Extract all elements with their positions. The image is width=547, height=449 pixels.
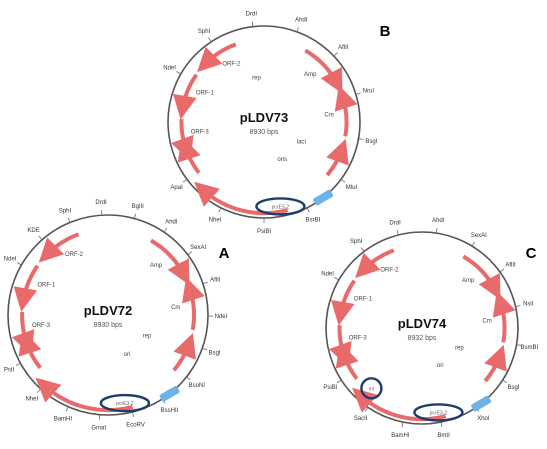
gene-arrow bbox=[501, 303, 505, 343]
panel-letter: A bbox=[218, 245, 230, 262]
gene-label: Cm bbox=[171, 305, 181, 312]
gene-label: rep bbox=[142, 333, 152, 340]
gene-label: ORF-2 bbox=[222, 61, 241, 68]
site-tick bbox=[341, 179, 345, 182]
restriction-site-label: AhdI bbox=[295, 17, 308, 24]
restriction-site-label: NdeI bbox=[3, 256, 17, 263]
map-b bbox=[163, 12, 390, 235]
site-tick bbox=[177, 72, 181, 75]
gene-label: lacI bbox=[296, 139, 307, 146]
restriction-site-label: GmaI bbox=[91, 425, 107, 432]
gene-arrow bbox=[485, 356, 499, 381]
panel-letter: C bbox=[525, 245, 537, 262]
restriction-site-label: PsiBI bbox=[256, 229, 272, 235]
gene-label: rep bbox=[252, 75, 261, 82]
restriction-site-label: SexAI bbox=[190, 244, 207, 251]
gene-arrow bbox=[339, 325, 344, 356]
gene-label: ORF-1 bbox=[195, 90, 214, 97]
restriction-site-label: MluI bbox=[345, 185, 358, 192]
site-tick bbox=[68, 218, 70, 223]
restriction-site-label: BglII bbox=[131, 204, 144, 211]
plasmid-name: pLDV73 bbox=[239, 110, 289, 125]
gene-label: Cm bbox=[324, 112, 334, 119]
restriction-site-label: SphI bbox=[350, 239, 363, 246]
gene-label: Amp bbox=[461, 277, 475, 284]
gene-label: ORF-3 bbox=[32, 322, 51, 329]
gene-label: ORF-3 bbox=[348, 335, 367, 342]
restriction-site-label: BsrBI bbox=[305, 217, 321, 224]
restriction-site-label: BamHI bbox=[53, 416, 73, 423]
restriction-site-label: BsoNI bbox=[188, 382, 205, 389]
restriction-site-label: SphI bbox=[197, 28, 211, 35]
site-tick bbox=[208, 38, 211, 42]
restriction-site-label: AhdI bbox=[165, 219, 178, 226]
boxed-gene-label: mI bbox=[368, 386, 375, 393]
restriction-site-label: DrdI bbox=[389, 220, 401, 227]
gene-arrow bbox=[26, 342, 40, 368]
restriction-site-label: EcoRV bbox=[126, 422, 145, 429]
site-tick bbox=[39, 236, 42, 240]
site-tick bbox=[203, 282, 208, 284]
gene-label: Amp bbox=[149, 262, 163, 269]
site-tick bbox=[16, 363, 20, 365]
site-tick bbox=[365, 407, 368, 411]
restriction-site-label: KDE bbox=[27, 227, 40, 234]
restriction-site-label: BmtI bbox=[437, 432, 450, 439]
site-tick bbox=[297, 27, 299, 32]
gene-label: ORF-1 bbox=[353, 296, 372, 303]
restriction-site-label: AhdI bbox=[432, 218, 445, 225]
restriction-site-label: ApaI bbox=[170, 185, 183, 192]
restriction-site-label: XhoI bbox=[477, 416, 490, 423]
site-tick bbox=[187, 377, 191, 380]
gene-arrow bbox=[344, 354, 357, 379]
restriction-site-label: BsgI bbox=[365, 138, 378, 145]
plasmid-name: pLDV72 bbox=[83, 303, 133, 318]
boxed-gene-label: pcrE3-2 bbox=[116, 401, 134, 408]
site-tick bbox=[441, 422, 442, 427]
gene-label: oris bbox=[277, 157, 288, 164]
site-tick bbox=[500, 269, 504, 272]
gene-arrow bbox=[327, 150, 341, 175]
site-tick bbox=[132, 412, 133, 417]
gene-label: ORF-1 bbox=[37, 282, 56, 289]
restriction-site-label: AflII bbox=[210, 277, 221, 284]
site-tick bbox=[307, 208, 309, 212]
site-tick bbox=[183, 179, 187, 182]
site-tick bbox=[17, 263, 21, 266]
restriction-site-label: NheI bbox=[25, 396, 39, 403]
gene-arrow bbox=[190, 288, 194, 330]
promoter-marker bbox=[470, 395, 491, 412]
site-tick bbox=[397, 230, 398, 235]
gene-arrow bbox=[341, 281, 355, 314]
promoter-marker bbox=[159, 385, 180, 402]
restriction-site-label: SphI bbox=[58, 208, 72, 215]
restriction-site-label: DrdI bbox=[95, 200, 107, 207]
promoter-marker bbox=[312, 189, 333, 206]
gene-label: rep bbox=[455, 345, 464, 352]
plasmid-size: 8932 bps bbox=[407, 335, 437, 342]
gene-arrow bbox=[22, 312, 27, 344]
site-tick bbox=[164, 228, 167, 232]
site-tick bbox=[356, 93, 361, 94]
site-tick bbox=[516, 306, 521, 307]
boxed-gene-label: pcrE3-2 bbox=[429, 410, 448, 417]
gene-label: Cm bbox=[482, 318, 492, 325]
restriction-site-label: NheI bbox=[208, 217, 222, 224]
restriction-site-label: BamHI bbox=[391, 432, 410, 439]
map-c bbox=[321, 218, 538, 439]
map-a bbox=[4, 200, 230, 431]
gene-label: Amp bbox=[303, 71, 317, 78]
boxed-gene-label: pcrE3-2 bbox=[271, 204, 290, 211]
site-tick bbox=[134, 214, 135, 219]
gene-label: ORF-3 bbox=[190, 129, 209, 136]
site-tick bbox=[436, 228, 437, 233]
restriction-site-label: BssHII bbox=[160, 407, 179, 414]
site-tick bbox=[503, 380, 507, 383]
gene-arrow bbox=[181, 119, 186, 150]
gene-arrow bbox=[186, 148, 199, 173]
gene-arrow bbox=[174, 344, 189, 370]
plasmid-name: pLDV74 bbox=[397, 316, 447, 331]
restriction-site-label: BsmBI bbox=[520, 344, 539, 351]
restriction-site-label: BsgI bbox=[507, 385, 520, 392]
restriction-site-label: BsgI bbox=[208, 350, 221, 357]
restriction-site-label: AflII bbox=[338, 45, 349, 52]
restriction-site-label: AflII bbox=[505, 262, 516, 269]
restriction-site-label: SexAI bbox=[470, 232, 487, 239]
panel-letter: B bbox=[379, 23, 391, 40]
site-tick bbox=[334, 53, 338, 56]
site-tick bbox=[472, 242, 475, 246]
plasmid-size: 8930 bps bbox=[249, 129, 279, 136]
gene-label: ori bbox=[436, 363, 444, 370]
restriction-site-label: SacII bbox=[353, 416, 368, 423]
site-tick bbox=[337, 380, 341, 383]
gene-label: ORF-2 bbox=[65, 252, 83, 259]
plasmid-size: 8930 bps bbox=[93, 322, 123, 329]
gene-arrow bbox=[343, 97, 347, 137]
site-tick bbox=[359, 139, 364, 140]
site-tick bbox=[66, 407, 68, 412]
gene-arrow bbox=[23, 266, 37, 300]
site-tick bbox=[202, 348, 207, 350]
site-tick bbox=[361, 247, 364, 251]
site-tick bbox=[188, 252, 192, 255]
site-tick bbox=[335, 278, 339, 281]
gene-label: ori bbox=[123, 351, 131, 358]
site-tick bbox=[402, 422, 403, 427]
gene-label: ORF-2 bbox=[380, 267, 399, 274]
restriction-site-label: NdeI bbox=[214, 314, 228, 321]
site-tick bbox=[37, 389, 40, 393]
restriction-site-label: PstI bbox=[3, 367, 15, 374]
restriction-site-label: NdeI bbox=[321, 271, 334, 278]
site-tick bbox=[219, 208, 221, 212]
restriction-site-label: PsiBI bbox=[323, 385, 338, 392]
restriction-site-label: NsiI bbox=[523, 301, 534, 308]
restriction-site-label: NruI bbox=[362, 88, 375, 95]
gene-arrow bbox=[183, 75, 197, 108]
restriction-site-label: NdeI bbox=[163, 65, 176, 72]
restriction-site-label: DrdI bbox=[245, 11, 258, 18]
